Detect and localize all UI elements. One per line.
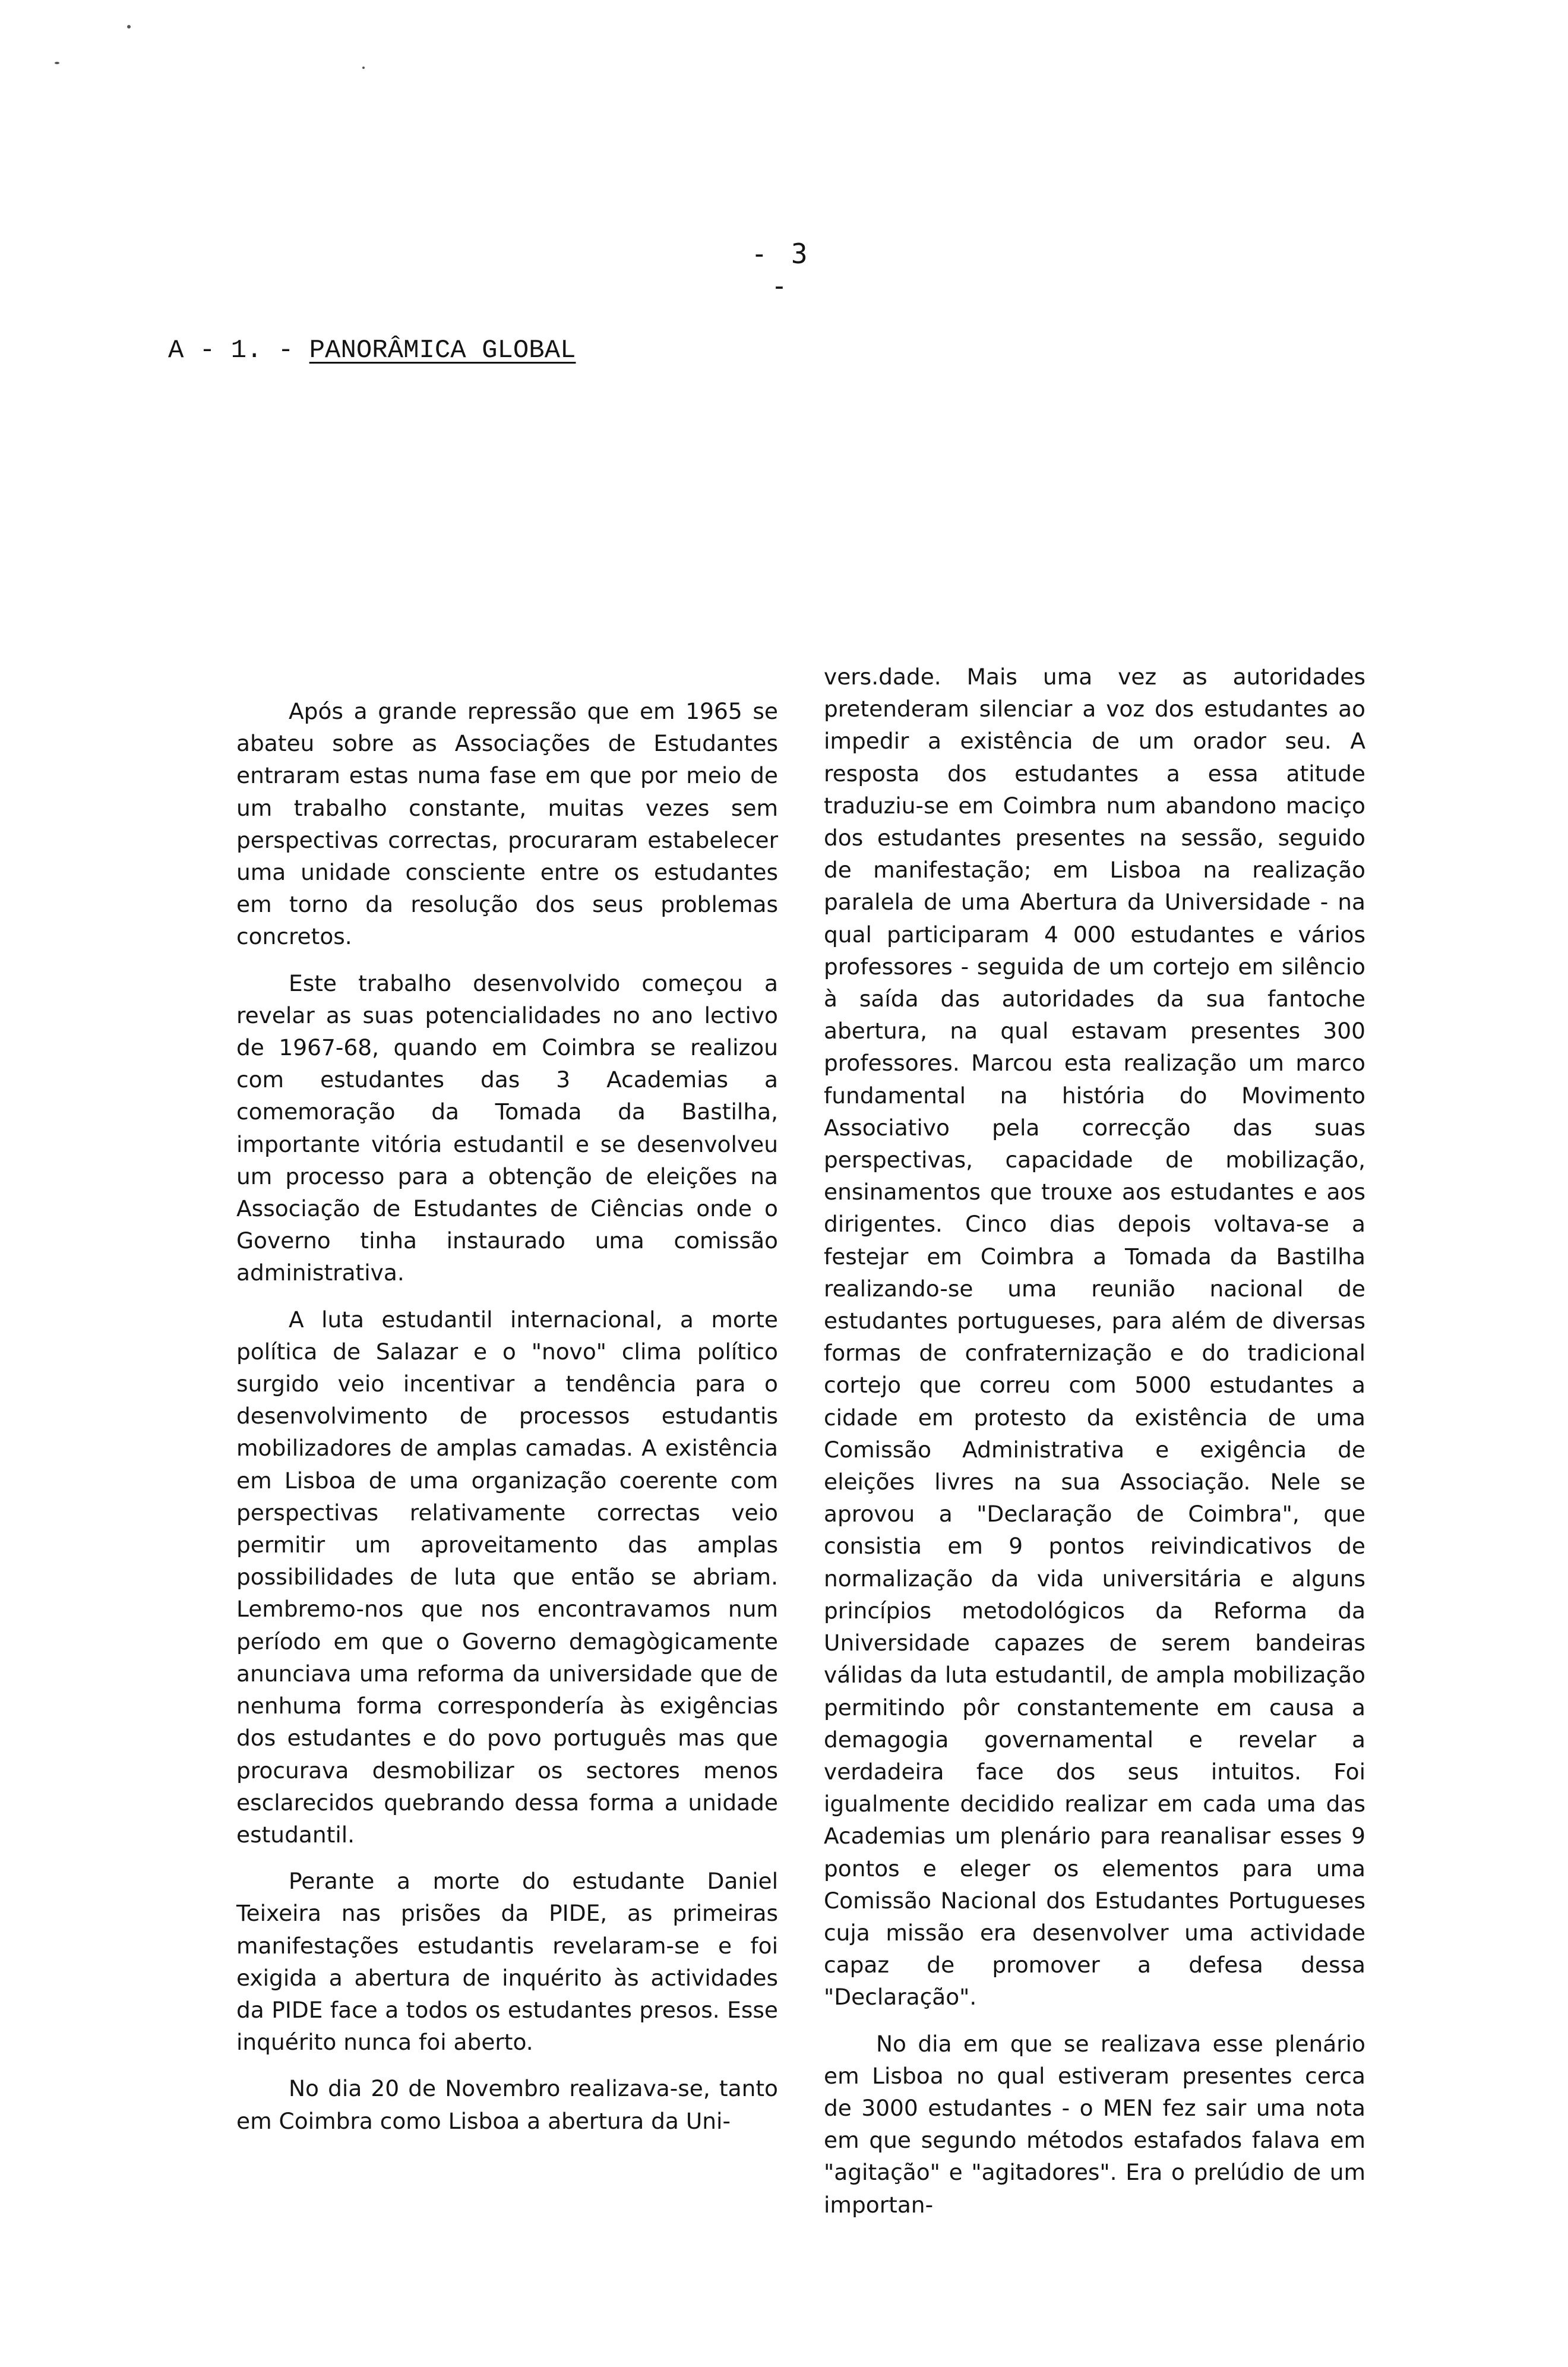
text-column-left: [236, 695, 778, 2151]
paragraph: Perante a morte do estudante Daniel Teixeira nas prisões da PIDE, as primeiras manifestações estudantis revelaram-se e foi exigida a abertura de inquérito às actividades da PIDE face a todos os estudantes presos. Esse inquérito nunca foi aberto.: [236, 1868, 778, 2056]
paragraph: No dia em que se realizava esse plenário em Lisboa no qual estiveram presentes cerca de 3000 estudantes - o MEN fez sair uma nota em que segundo métodos estafados falava em "agitação" e "agitadores". Era o prelúdio de um importan-: [824, 2030, 1365, 2218]
paragraph: Após a grande repressão que em 1965 se abateu sobre as Associações de Estudantes entraram estas numa fase em que por meio de um trabalho constante, muitas vezes sem perspectivas correctas, procuraram estabelecer uma unidade consciente entre os estudantes em torno da resolução dos seus problemas concretos.: [236, 698, 778, 950]
paragraph: A luta estudantil internacional, a morte política de Salazar e o "novo" clima político surgido veio incentivar a tendência para o desenvolvimento de processos estudantis mobilizadores de amplas camadas. A existência em Lisboa de uma organização coerente com perspectivas relativamente correctas veio permitir um aproveitamento das amplas possibilidades de luta que então se abriam. Lembremo-nos que nos encontravamos num período em que o Governo demagògicamente anunciava uma reforma da universidade que de nenhuma forma correspondería às exigências dos estudantes e do povo português mas que procurava desmobilizar os sectores menos esclarecidos quebrando dessa forma a unidade estudantil.: [236, 1306, 778, 1848]
paragraph: Este trabalho desenvolvido começou a revelar as suas potencialidades no ano lectivo de 1967-68, quando em Coimbra se realizou com estudantes das 3 Academias a comemoração da Tomada da Bastilha, importante vitória estudantil e se desenvolveu um processo para a obtenção de eleições na Associação de Estudantes de Ciências onde o Governo tinha instaurado uma comissão administrativa.: [236, 970, 778, 1286]
section-heading-title: PANORÂMICA GLOBAL: [309, 336, 576, 365]
scan-speck: [55, 62, 59, 64]
section-heading: [168, 336, 576, 365]
scan-speck: [127, 25, 131, 29]
scan-speck: [362, 67, 365, 69]
text-column-right: [824, 661, 1365, 2235]
section-heading-prefix: A - 1. -: [168, 336, 294, 365]
paragraph: No dia 20 de Novembro realizava-se, tanto em Coimbra como Lisboa a abertura da Uni-: [236, 2075, 778, 2134]
page-number: - 3 -: [751, 238, 811, 302]
paragraph: vers.dade. Mais uma vez as autoridades pretenderam silenciar a voz dos estudantes ao impedir a existência de um orador seu. A resposta dos estudantes a essa atitude traduziu-se em Coimbra num abandono maciço dos estudantes presentes na sessão, seguido de manifestação; em Lisboa na realização paralela de uma Abertura da Universidade - na qual participaram 4 000 estudantes e vários professores - seguida de um cortejo em silêncio à saída das autoridades da sua fantoche abertura, na qual estavam presentes 300 professores. Marcou esta realização um marco fundamental na história do Movimento Associativo pela correcção das suas perspectivas, capacidade de mobilização, ensinamentos que trouxe aos estudantes e aos dirigentes. Cinco dias depois voltava-se a festejar em Coimbra a Tomada da Bastilha realizando-se uma reunião nacional de estudantes portugueses, para além de diversas formas de confraternização e do tradicional cortejo que correu com 5000 estudantes a cidade em protesto da existência de uma Comissão Administrativa e exigência de eleições livres na sua Associação. Nele se aprovou a "Declaração de Coimbra", que consistia em 9 pontos reivindicativos de normalização da vida universitária e alguns princípios metodológicos da Reforma da Universidade capazes de serem bandeiras válidas da luta estudantil, de ampla mobilização permitindo pôr constantemente em causa a demagogia governamental e revelar a verdadeira face dos seus intuitos. Foi igualmente decidido realizar em cada uma das Academias um plenário para reanalisar esses 9 pontos e eleger os elementos para uma Comissão Nacional dos Estudantes Portugueses cuja missão era desenvolver uma actividade capaz de promover a defesa dessa "Declaração".: [824, 664, 1365, 2011]
